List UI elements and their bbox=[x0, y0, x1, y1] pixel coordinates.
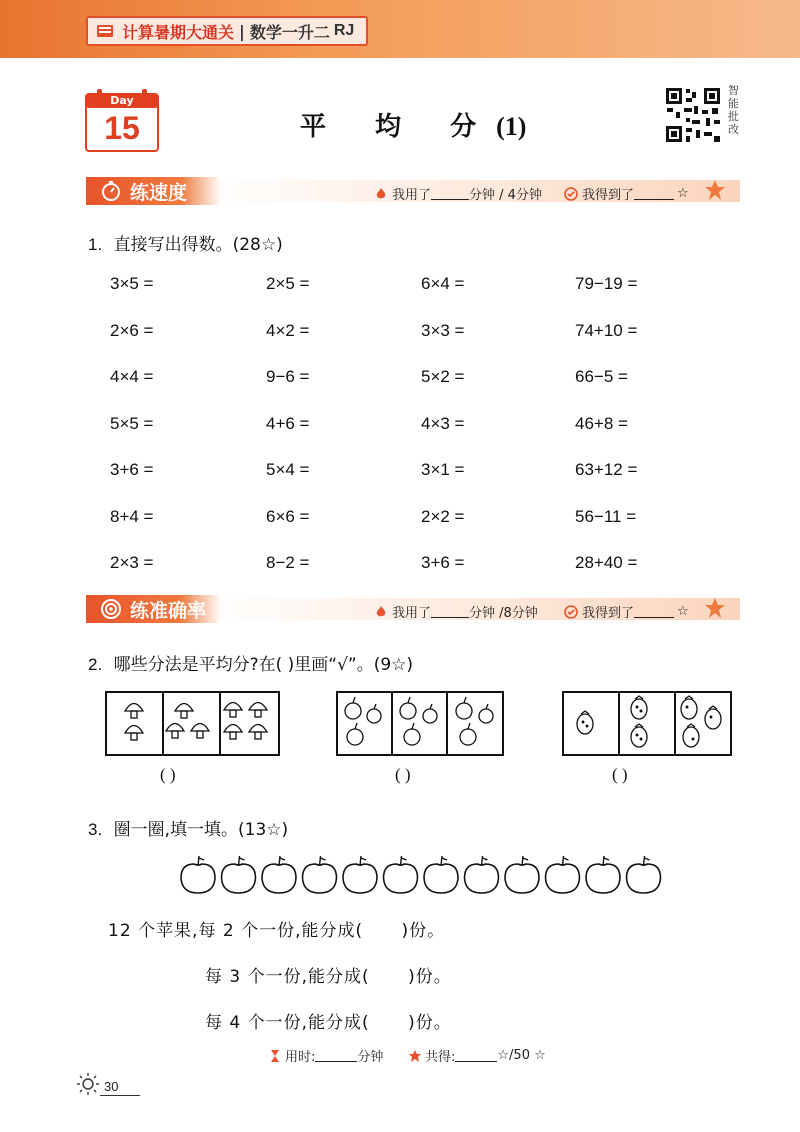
equation: 5×2 = bbox=[421, 367, 465, 386]
score-blank[interactable] bbox=[634, 187, 674, 200]
accuracy-timing bbox=[374, 602, 538, 621]
footer-time-suffix: 分钟 bbox=[357, 1050, 384, 1065]
equation: 2×3 = bbox=[110, 553, 154, 572]
accuracy-score bbox=[564, 602, 689, 621]
section-accuracy-tag bbox=[86, 595, 221, 623]
time-suffix: 分钟 /8分钟 bbox=[469, 606, 538, 621]
equation: 3+6 = bbox=[421, 553, 465, 572]
footer-total-blank[interactable] bbox=[455, 1049, 497, 1062]
q3-prompt bbox=[88, 815, 288, 840]
q3-line-2: 每 3 个一份,能分成( )份。 bbox=[205, 967, 452, 987]
apple-row[interactable] bbox=[176, 852, 666, 896]
apple-icon[interactable] bbox=[586, 856, 620, 893]
equation: 63+12 = bbox=[575, 460, 638, 479]
fire-icon bbox=[374, 605, 388, 619]
title-main: 平 均 分 bbox=[300, 112, 497, 142]
equation: 6×6 = bbox=[266, 506, 310, 526]
edition-label: RJ bbox=[333, 22, 355, 39]
section-speed-tag bbox=[86, 177, 221, 205]
equation: 4×4 = bbox=[110, 367, 154, 386]
equation: 9−6 = bbox=[266, 367, 310, 386]
speed-timing bbox=[374, 184, 542, 203]
day-number: 15 bbox=[104, 110, 140, 146]
score-blank[interactable] bbox=[634, 605, 674, 618]
target-icon bbox=[100, 598, 122, 620]
q2-text: 哪些分法是平均分?在( )里画“√”。(9☆) bbox=[113, 655, 414, 675]
equation: 2×5 = bbox=[266, 274, 310, 293]
q3-text: 圈一圈,填一填。(13☆) bbox=[113, 820, 289, 840]
apple-group bbox=[336, 691, 504, 756]
equation: 6×4 = bbox=[421, 274, 465, 293]
apple-icon[interactable] bbox=[222, 856, 256, 893]
score-star: ☆ bbox=[677, 186, 689, 201]
apple-icon[interactable] bbox=[384, 856, 418, 893]
strawberry-group bbox=[562, 691, 732, 756]
score-prefix: 我得到了 bbox=[582, 188, 635, 203]
star-icon bbox=[704, 179, 726, 201]
equation: 56−11 = bbox=[575, 506, 637, 526]
q3-line-1: 12 个苹果,每 2 个一份,能分成( )份。 bbox=[108, 921, 446, 941]
star-icon bbox=[408, 1049, 422, 1063]
footer-time-blank[interactable] bbox=[315, 1049, 357, 1062]
equation: 2×6 = bbox=[110, 320, 154, 340]
time-suffix: 分钟 / 4分钟 bbox=[469, 188, 542, 203]
equation: 66−5 = bbox=[575, 367, 628, 386]
score-prefix: 我得到了 bbox=[582, 606, 635, 621]
time-prefix: 我用了 bbox=[392, 188, 432, 203]
score-star: ☆ bbox=[677, 604, 689, 619]
page-number-rule bbox=[100, 1095, 140, 1096]
apple-icon[interactable] bbox=[303, 856, 337, 893]
footer-time bbox=[268, 1046, 383, 1065]
q1-prompt bbox=[88, 230, 283, 255]
day-label: Day bbox=[110, 94, 134, 107]
page-title bbox=[300, 106, 526, 143]
q2-prompt bbox=[88, 650, 413, 675]
equation: 3×3 = bbox=[421, 320, 465, 340]
section-accuracy-label: 练准确率 bbox=[130, 599, 207, 622]
equation: 4×3 = bbox=[421, 413, 465, 433]
apple-icon[interactable] bbox=[424, 856, 458, 893]
apple-icon[interactable] bbox=[546, 856, 580, 893]
equation: 2×2 = bbox=[421, 506, 465, 526]
equation: 46+8 = bbox=[575, 413, 628, 433]
apple-icon[interactable] bbox=[465, 856, 499, 893]
equation: 5×5 = bbox=[110, 413, 154, 433]
fire-icon bbox=[374, 187, 388, 201]
apple-icon[interactable] bbox=[627, 856, 661, 893]
qr-caption: 智能批改 bbox=[728, 84, 739, 136]
apple-icon[interactable] bbox=[505, 856, 539, 893]
q1-text: 直接写出得数。(28☆) bbox=[113, 235, 283, 255]
speed-score bbox=[564, 184, 689, 203]
star-icon bbox=[704, 597, 726, 619]
footer-time-prefix: 用时: bbox=[285, 1050, 316, 1065]
q2-answer-3[interactable]: ( ) bbox=[612, 765, 628, 784]
equation: 4×2 = bbox=[266, 320, 310, 340]
qr-code-icon[interactable] bbox=[664, 86, 722, 144]
apple-icon[interactable] bbox=[181, 856, 215, 893]
apple-icon[interactable] bbox=[343, 856, 377, 893]
q2-answer-1[interactable]: ( ) bbox=[160, 765, 176, 784]
equation: 3×5 = bbox=[110, 274, 154, 293]
subject-name: 数学一升二 bbox=[249, 22, 330, 42]
equation: 8−2 = bbox=[266, 553, 310, 572]
time-blank[interactable] bbox=[431, 605, 469, 618]
stopwatch-icon bbox=[100, 180, 122, 202]
check-circle-icon bbox=[564, 187, 578, 201]
hourglass-icon bbox=[268, 1049, 282, 1063]
equation: 5×4 = bbox=[266, 460, 310, 479]
apple-icon[interactable] bbox=[262, 856, 296, 893]
mushroom-group bbox=[105, 691, 280, 756]
page-number: 30 bbox=[104, 1079, 119, 1094]
time-blank[interactable] bbox=[431, 187, 469, 200]
equation: 79−19 = bbox=[575, 274, 638, 293]
book-icon bbox=[96, 22, 114, 40]
sun-icon bbox=[76, 1072, 100, 1096]
check-circle-icon bbox=[564, 605, 578, 619]
q2-answer-2[interactable]: ( ) bbox=[395, 765, 411, 784]
section-speed-label: 练速度 bbox=[130, 181, 188, 204]
equation: 3+6 = bbox=[110, 460, 154, 479]
footer-total-prefix: 共得: bbox=[425, 1050, 456, 1065]
q3-number: 3. bbox=[88, 820, 103, 839]
equation: 3×1 = bbox=[421, 460, 465, 479]
equation: 74+10 = bbox=[575, 320, 638, 340]
q3-line-3: 每 4 个一份,能分成( )份。 bbox=[205, 1013, 452, 1033]
q1-number: 1. bbox=[88, 235, 103, 254]
equation: 8+4 = bbox=[110, 506, 154, 526]
title-suffix: (1) bbox=[496, 112, 527, 141]
q2-number: 2. bbox=[88, 655, 103, 674]
footer-total bbox=[408, 1046, 546, 1065]
footer-total-suffix: ☆/50 ☆ bbox=[497, 1048, 546, 1063]
header-separator: | bbox=[239, 21, 245, 41]
book-series-label bbox=[86, 16, 368, 46]
equation: 4+6 = bbox=[266, 413, 310, 433]
time-prefix: 我用了 bbox=[392, 606, 432, 621]
equation: 28+40 = bbox=[575, 553, 638, 572]
series-name: 计算暑期大通关 bbox=[122, 22, 235, 42]
